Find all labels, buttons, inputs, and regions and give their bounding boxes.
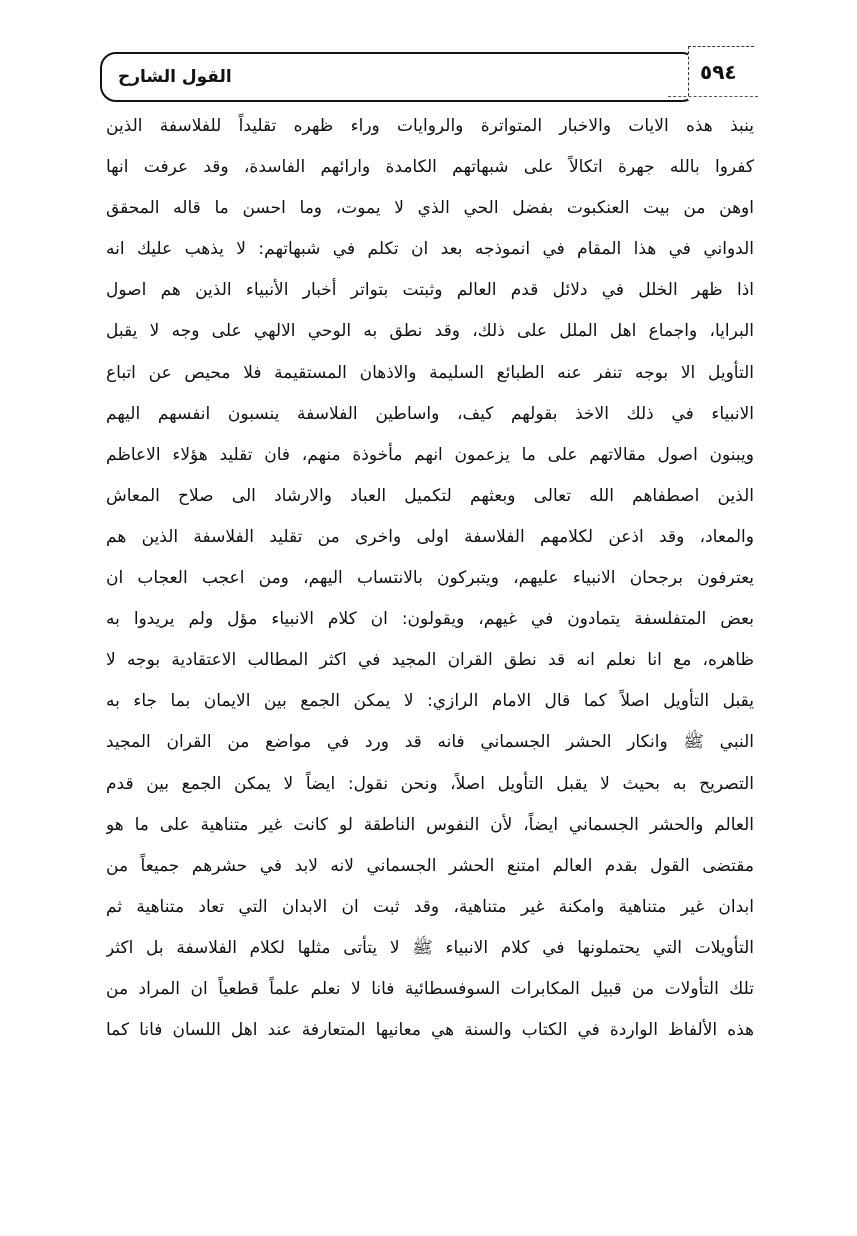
text-line: مقتضى القول بقدم العالم امتنع الحشر الجسماني لانه لابد في حشرهم جميعاً من [106, 855, 754, 876]
text-line: ابدان غير متناهية وامكنة غير متناهية، وقد ثبت ان الابدان التي تعاد متناهية ثم [106, 896, 754, 917]
text-line: يقبل التأويل اصلاً كما قال الامام الرازي: لا يمكن الجمع بين الايمان بما جاء به [106, 691, 754, 712]
text-line: ينبذ هذه الايات والاخبار المتواترة والروايات وراء ظهره تقليداً للفلاسفة الذين [106, 116, 754, 136]
text-line: العالم والحشر الجسماني ايضاً، لأن النفوس الناطقة لو كانت غير متناهية على ما هو [106, 814, 754, 835]
text-line: التأويل الا بوجه تنفر عنه الطبائع السليمة والاذهان المستقيمة فلا محيص عن اتباع [106, 362, 754, 383]
text-line: والمعاد، وقد اذعن لكلامهم الفلاسفة اولى واخرى من تقليد الفلاسفة الذين هم [106, 526, 754, 547]
page-number: ٥٩٤ [700, 60, 737, 84]
text-line: النبي ﷺ وانكار الحشر الجسماني فانه قد ورد في مواضع من القران المجيد [106, 732, 754, 753]
text-line: ظاهره، مع انا نعلم انه قد نطق القران المجيد في اكثر المطالب الاعتقادية بوجه لا [106, 650, 754, 671]
header-corner-dash [668, 96, 758, 97]
text-line: يعترفون برجحان الانبياء عليهم، ويتبركون بالانتساب اليهم، ومن اعجب العجاب ان [106, 568, 754, 589]
text-line: الدواني في هذا المقام في انموذجه بعد ان تكلم في شبهاتهم: لا يذهب عليك انه [106, 239, 754, 260]
text-line: التصريح به بحيث لا يقبل التأويل اصلاً، ونحن نقول: ايضاً لا يمكن الجمع بين قدم [106, 773, 754, 794]
text-line: الانبياء في ذلك الاخذ بقولهم كيف، واساطين الفلاسفة ينسبون انفسهم اليهم [106, 403, 754, 424]
text-line: ويبنون اصول مقالاتهم على ما يزعمون انهم مأخوذة منهم، فان تقليد هؤلاء الاعاظم [106, 444, 754, 465]
body-text [106, 106, 754, 1051]
page-number-dash-top [688, 46, 754, 47]
text-line: اذا ظهر الخلل في دلائل قدم العالم وثبتت بتواتر أخبار الأنبياء الذين هم اصول [106, 280, 754, 301]
running-header-title: القول الشارح [118, 67, 232, 87]
text-line: التأويلات التي يحتملونها في كلام الانبياء ﷺ لا يتأتى مثلها لكلام الفلاسفة بل اكثر [106, 937, 754, 958]
text-line: البرايا، واجماع اهل الملل على ذلك، وقد نطق به الوحي الالهي على وجه لا يقبل [106, 321, 754, 342]
page-number-dash-left [688, 46, 689, 96]
text-line: بعض المتفلسفة يتمادون في غيهم، ويقولون: ان كلام الانبياء مؤل ولم يريدوا به [106, 609, 754, 630]
text-line: اوهن من بيت العنكبوت بفضل الحي الذي لا يموت، وما احسن ما قاله المحقق [106, 198, 754, 219]
text-line: هذه الألفاظ الواردة في الكتاب والسنة هي معانيها المتعارفة عند اهل اللسان فانا كما [106, 1020, 754, 1041]
text-line: الذين اصطفاهم الله تعالى وبعثهم لتكميل العباد والارشاد الى صلاح المعاش [106, 485, 754, 506]
text-line: كفروا بالله جهرة اتكالاً على شبهاتهم الكامدة وارائهم الفاسدة، وقد عرفت انها [106, 157, 754, 178]
text-line: تلك التأولات من قبيل المكابرات السوفسطائية فانا لا نعلم علماً قطعياً ان المراد من [106, 978, 754, 999]
